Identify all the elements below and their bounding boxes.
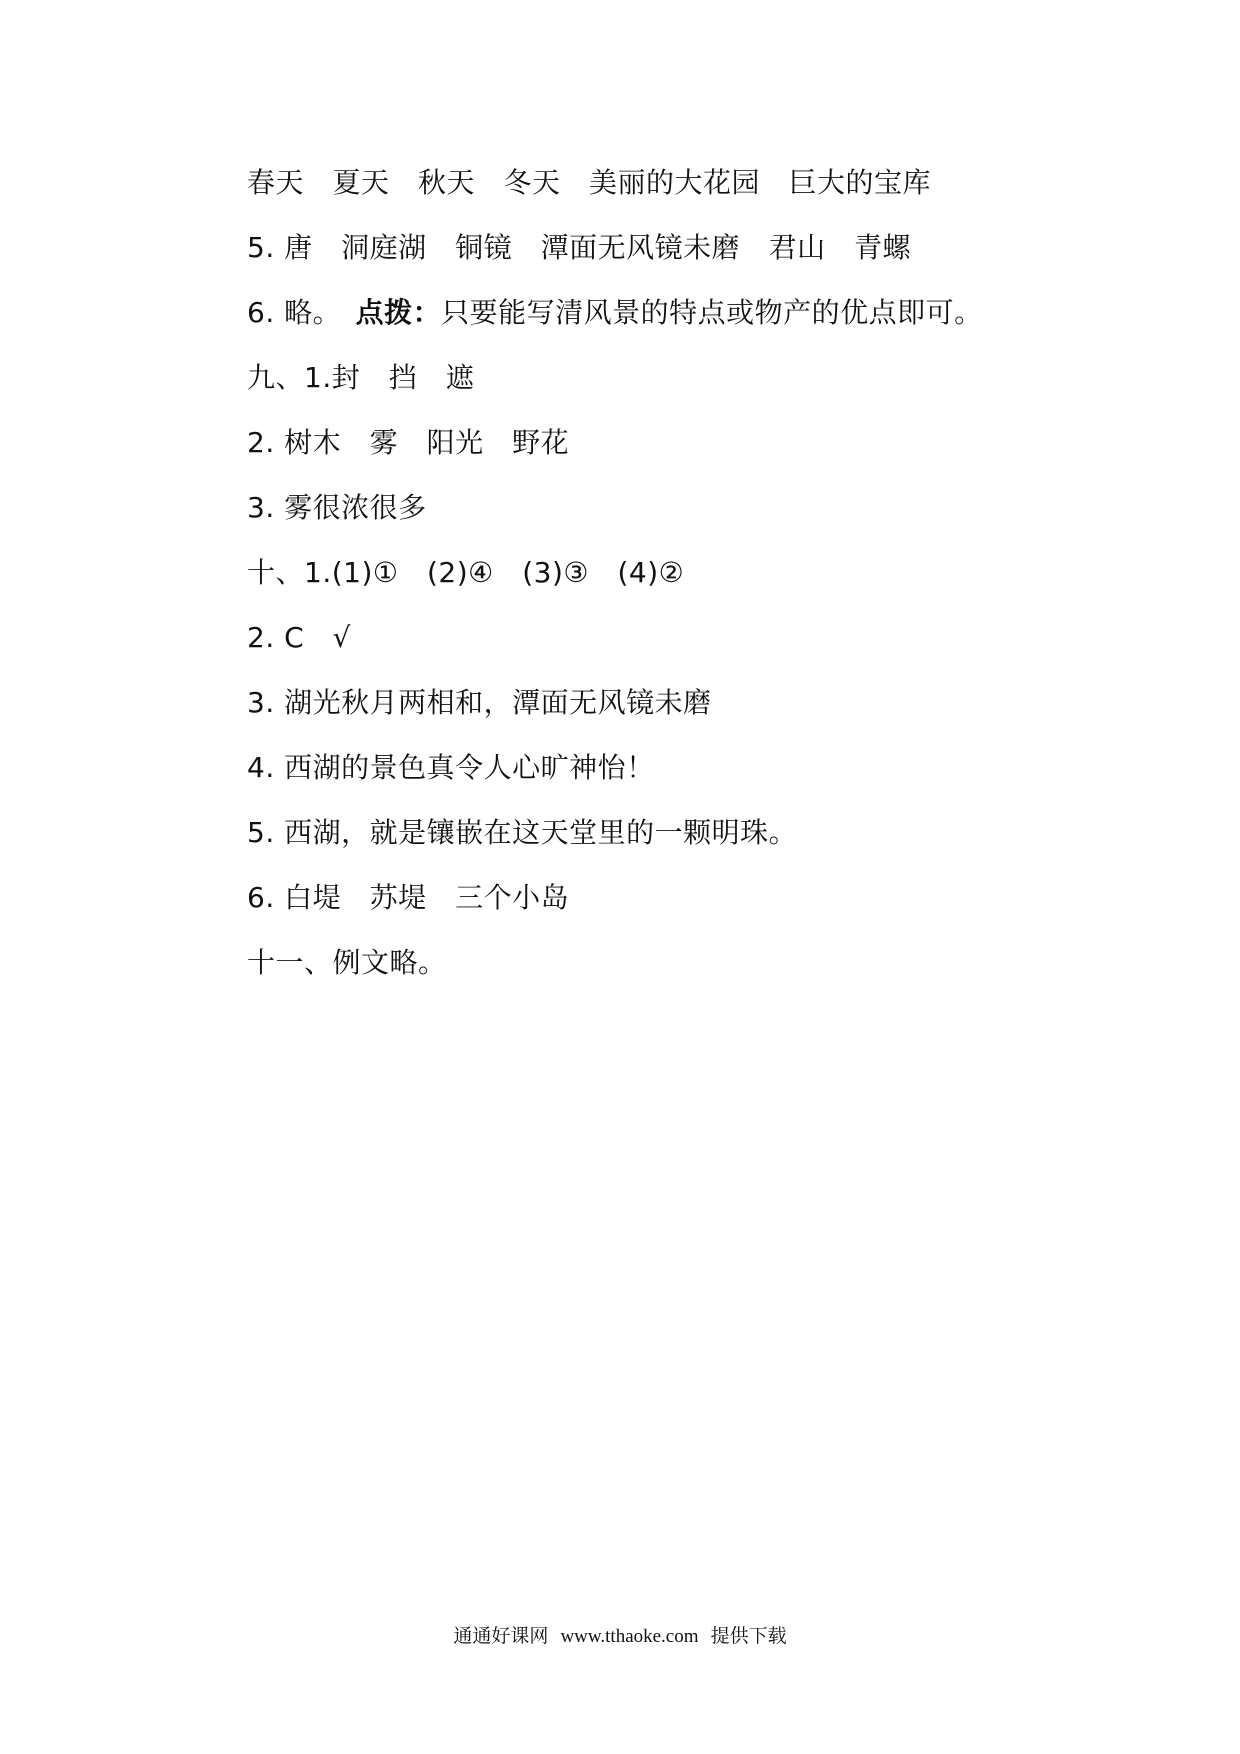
footer-suffix: 提供下载	[710, 1625, 787, 1647]
section-10-answer-4: 4. 西湖的景色真令人心旷神怡！	[247, 751, 655, 784]
hint-text: 只要能写清风景的特点或物产的优点即可。	[441, 296, 983, 329]
answer-line-6-hint	[247, 293, 983, 333]
section-10-answer-1: 十、1.(1)① (2)④ (3)③ (4)②	[247, 556, 685, 589]
section-10-answer-3: 3. 湖光秋月两相和，潭面无风镜未磨	[247, 686, 712, 719]
section-10-answer-2: 2. C √	[247, 621, 352, 654]
section-10-answer-5: 5. 西湖，就是镶嵌在这天堂里的一颗明珠。	[247, 816, 798, 849]
section-9-answer-3: 3. 雾很浓很多	[247, 491, 427, 524]
footer-site-name: 通通好课网	[453, 1625, 549, 1647]
hint-label: 点拨：	[355, 296, 442, 329]
section-9-answer-2: 2. 树木 雾 阳光 野花	[247, 426, 570, 459]
page-footer	[0, 1622, 1240, 1651]
section-11-answer: 十一、例文略。	[247, 946, 447, 979]
answer-6-prefix: 6. 略。	[247, 296, 356, 329]
answer-line-5-poem: 5. 唐 洞庭湖 铜镜 潭面无风镜未磨 君山 青螺	[247, 231, 912, 264]
section-9-answer-1: 九、1.封 挡 遮	[247, 361, 475, 394]
section-10-answer-6: 6. 白堤 苏堤 三个小岛	[247, 881, 570, 914]
footer-url[interactable]: www.tthaoke.com	[560, 1626, 699, 1647]
answer-line-seasons: 春天 夏天 秋天 冬天 美丽的大花园 巨大的宝库	[247, 166, 932, 199]
